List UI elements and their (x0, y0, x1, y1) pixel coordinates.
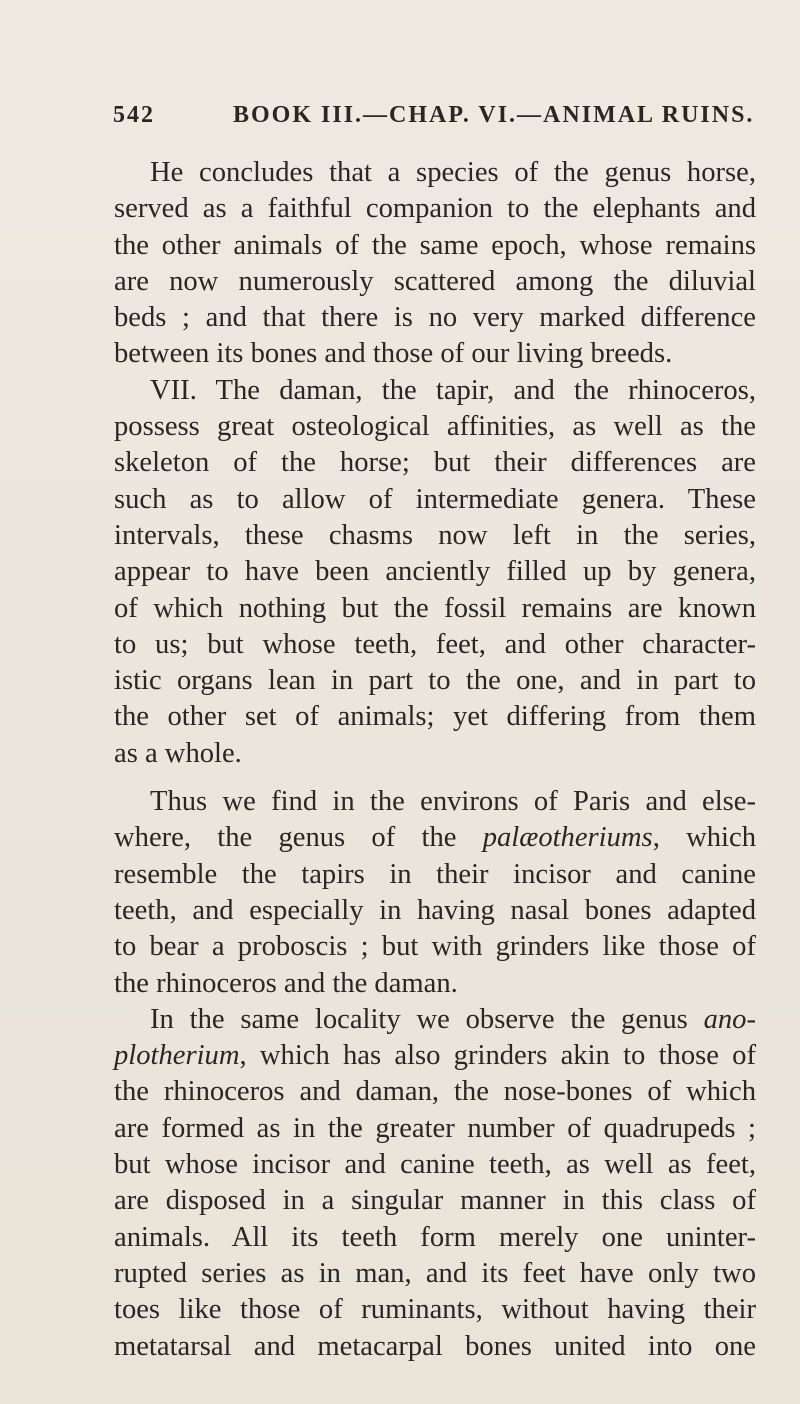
body-text (114, 155, 756, 1365)
paragraph (114, 373, 756, 772)
paragraph (114, 155, 756, 373)
text-line: are formed as in the greater number of quadrupeds ; (114, 1112, 756, 1144)
text-line: served as a faithful companion to the elephants and (114, 193, 756, 225)
paragraph-gap (114, 772, 756, 784)
text-line: appear to have been anciently filled up by genera, (114, 556, 756, 588)
text-line: In the same locality we observe the genus ano- (150, 1003, 756, 1035)
text-line: teeth, and especially in having nasal bones adapted (114, 894, 756, 926)
text-line: toes like those of ruminants, without having their (114, 1294, 756, 1326)
text-line: of which nothing but the fossil remains are known (114, 592, 756, 624)
text-line: the rhinoceros and daman, the nose-bones of which (114, 1076, 756, 1108)
text-line: are disposed in a singular manner in this class of (114, 1185, 756, 1217)
text-line: beds ; and that there is no very marked difference (114, 302, 756, 334)
text-line: but whose incisor and canine teeth, as well as feet, (114, 1149, 756, 1181)
text-line: He concludes that a species of the genus horse, (150, 157, 756, 188)
text-line: are now numerously scattered among the diluvial (114, 265, 756, 297)
paragraph (114, 1002, 756, 1365)
text-line: such as to allow of intermediate genera. These (114, 483, 756, 515)
text-line: animals. All its teeth form merely one uninter- (114, 1221, 756, 1253)
text-line: resemble the tapirs in their incisor and canine (114, 858, 756, 890)
text-line: skeleton of the horse; but their differences are (114, 447, 756, 479)
text-line: metatarsal and metacarpal bones united into one (114, 1330, 756, 1362)
text-line: where, the genus of the palæotheriums, which (114, 822, 756, 854)
text-line: the other animals of the same epoch, whose remains (114, 229, 756, 261)
text-line: the rhinoceros and the daman. (114, 967, 458, 999)
text-line: rupted series as in man, and its feet have only two (114, 1257, 756, 1289)
running-header (113, 102, 755, 136)
page-number: 542 (113, 102, 155, 128)
text-line: the other set of animals; yet differing from them (114, 701, 756, 733)
text-line: as a whole. (114, 737, 242, 769)
text-line: istic organs lean in part to the one, and in part to (114, 665, 756, 697)
text-line: to bear a proboscis ; but with grinders like those of (114, 931, 756, 963)
text-line: to us; but whose teeth, feet, and other character- (114, 628, 756, 660)
paragraph (114, 784, 756, 1002)
text-line: Thus we find in the environs of Paris and else- (150, 786, 756, 818)
text-line: between its bones and those of our living breeds. (114, 338, 673, 370)
text-line: intervals, these chasms now left in the series, (114, 519, 756, 551)
running-title: BOOK III.—CHAP. VI.—ANIMAL RUINS. (233, 102, 755, 128)
text-line: possess great osteological affinities, as well as the (114, 411, 756, 443)
text-line: plotherium, which has also grinders akin to those of (114, 1040, 756, 1072)
text-line: VII. The daman, the tapir, and the rhinoceros, (150, 374, 756, 406)
